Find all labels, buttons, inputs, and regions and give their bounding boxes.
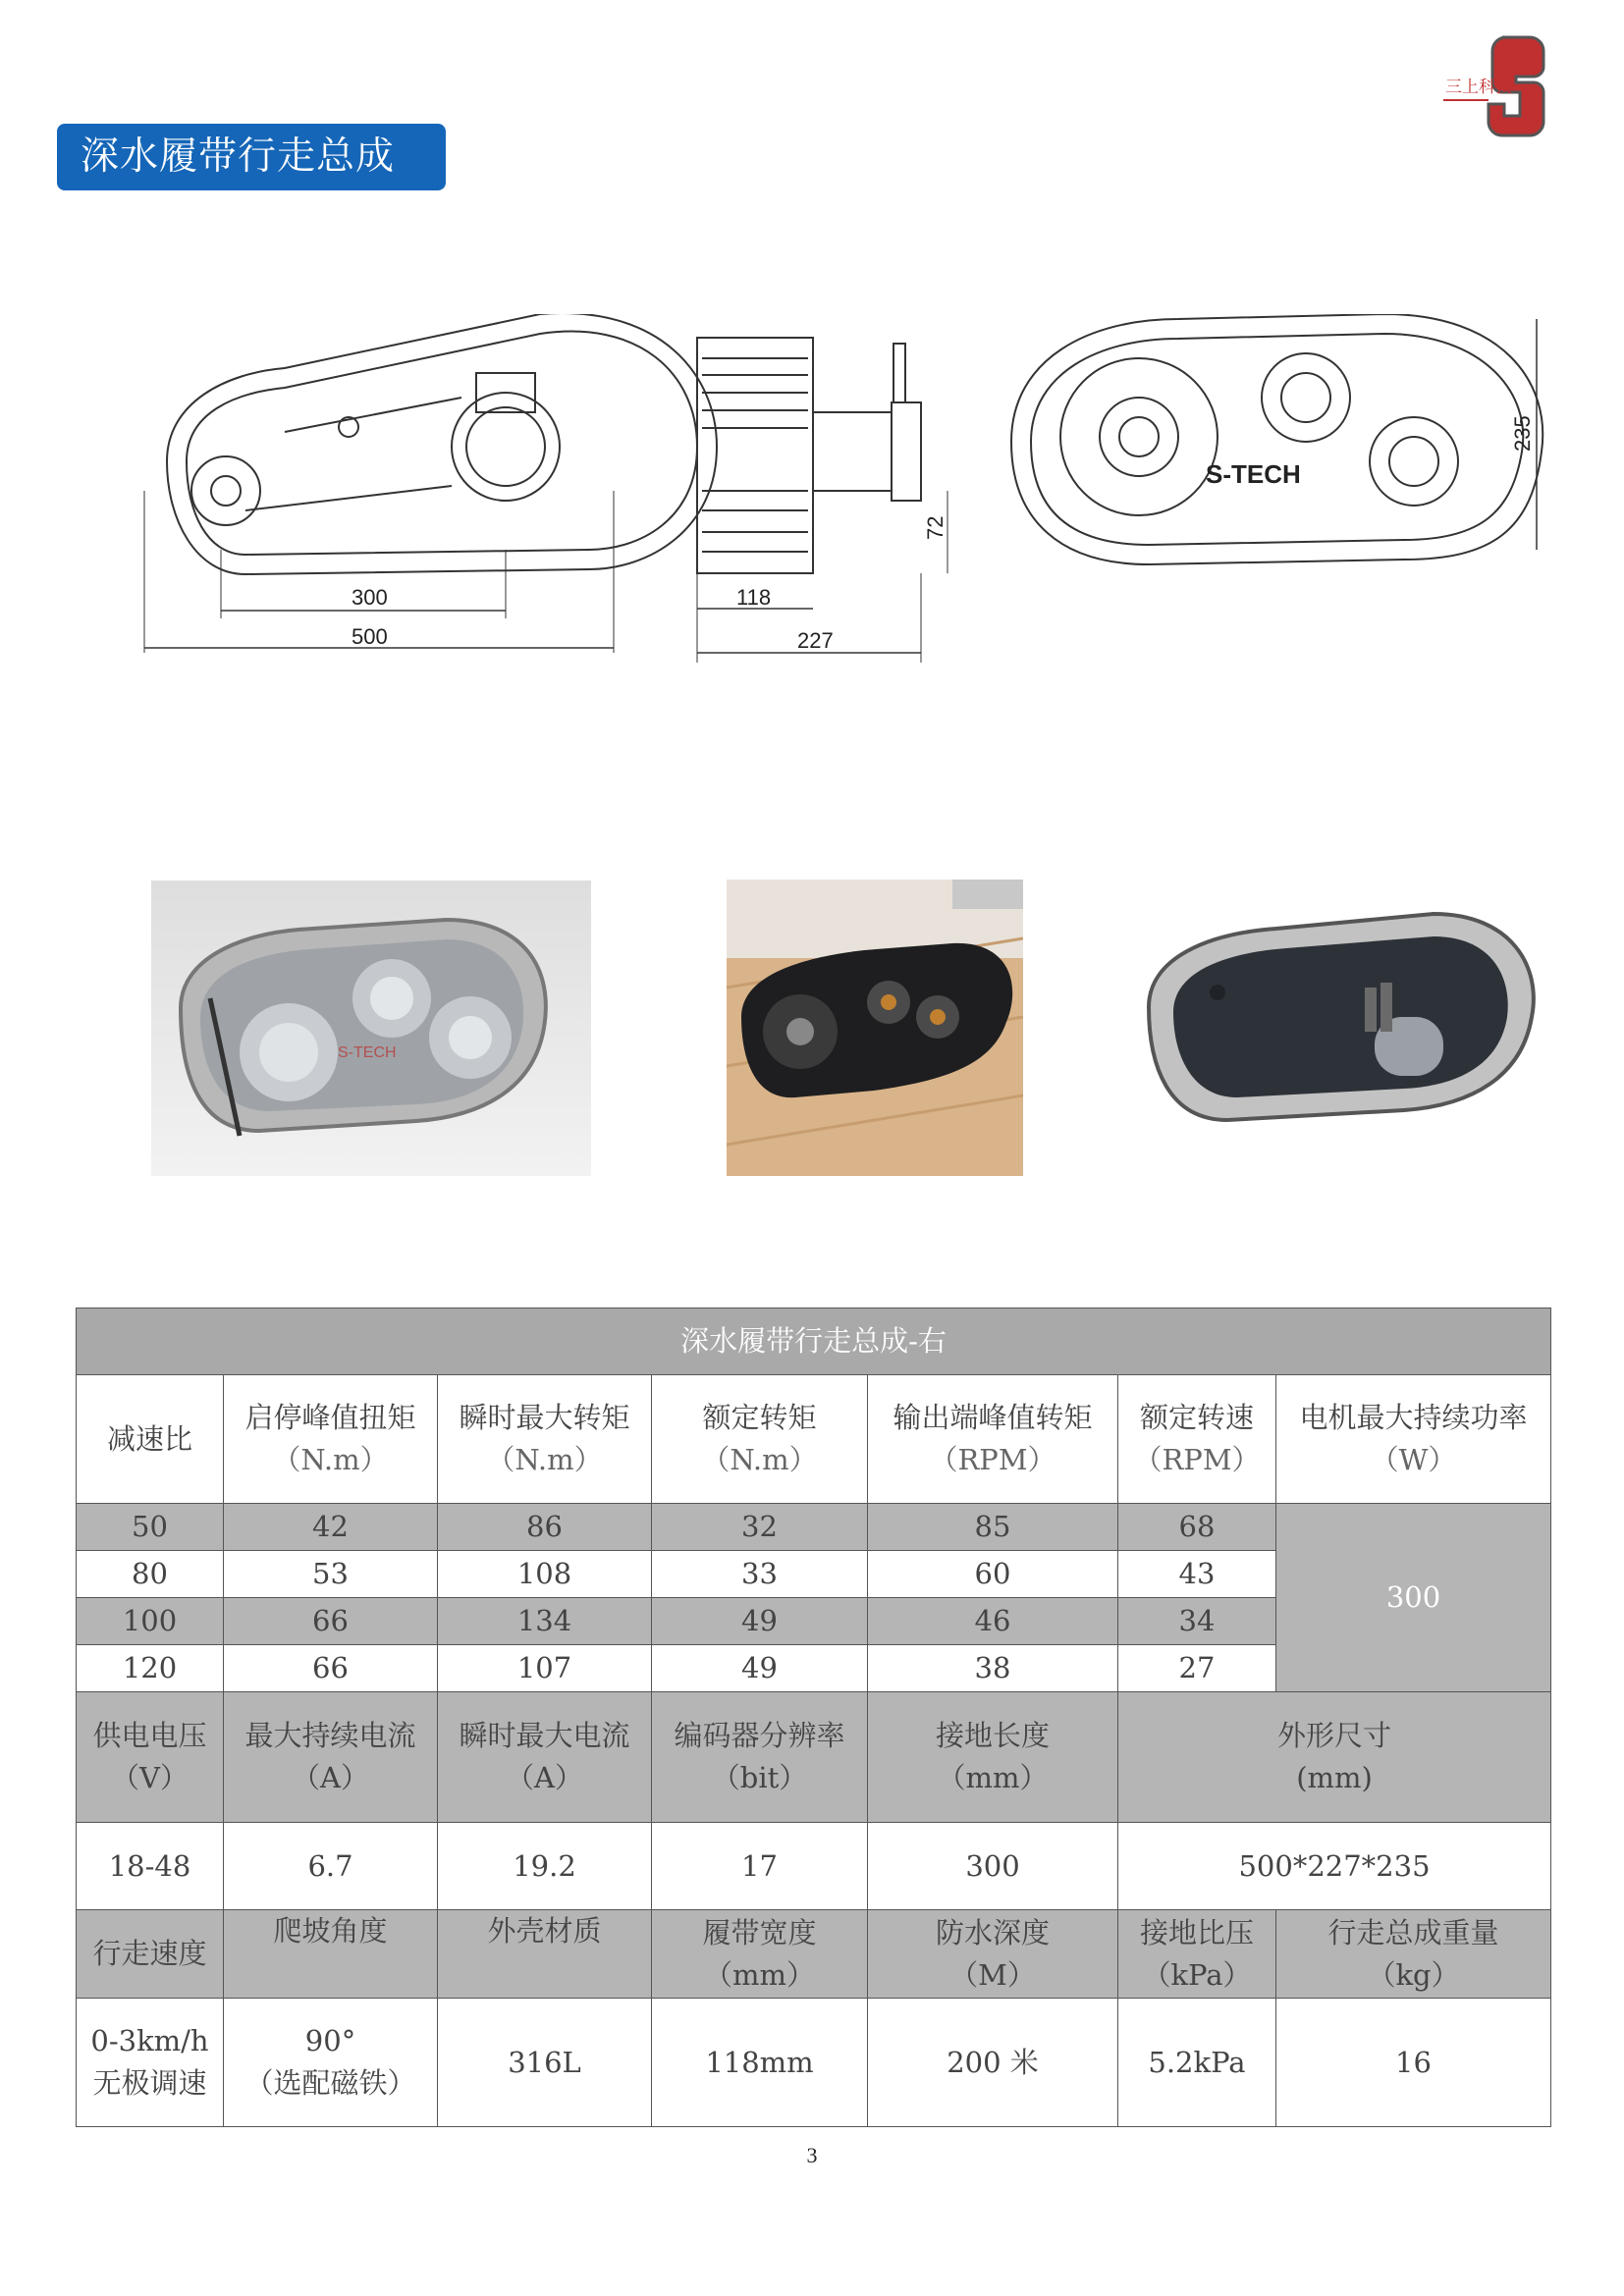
table-caption: 深水履带行走总成-右 xyxy=(77,1308,1551,1375)
table-cell: 85 xyxy=(868,1504,1118,1551)
photo-brand-label: S-TECH xyxy=(338,1044,397,1061)
table-row xyxy=(77,1999,1551,2127)
table-cell: 17 xyxy=(652,1823,868,1910)
real-photo xyxy=(727,880,1023,1176)
header-cell: 供电电压 （V） xyxy=(77,1692,224,1823)
page-number: 3 xyxy=(806,2143,818,2167)
header-cell: 行走总成重量 （kg） xyxy=(1276,1910,1551,1999)
table-cell: 27 xyxy=(1118,1645,1276,1692)
header-cell: 启停峰值扭矩 （N.m） xyxy=(224,1375,438,1504)
dim-500: 500 xyxy=(352,624,388,649)
header-cell: 电机最大持续功率 （W） xyxy=(1276,1375,1551,1504)
front-view-drawing xyxy=(697,338,921,573)
table-cell: 90° （选配磁铁） xyxy=(224,1999,438,2127)
table-cell: 100 xyxy=(77,1598,224,1645)
drawing-brand-label: S-TECH xyxy=(1206,459,1301,489)
table-cell: 200 米 xyxy=(868,1999,1118,2127)
header-cell: 爬坡角度 xyxy=(224,1910,438,1999)
table-cell: 60 xyxy=(868,1551,1118,1598)
header-cell: 编码器分辨率 （bit） xyxy=(652,1692,868,1823)
header-cell: 接地长度 （mm） xyxy=(868,1692,1118,1823)
header-cell: 瞬时最大电流 （A） xyxy=(438,1692,652,1823)
table-cell: 66 xyxy=(224,1645,438,1692)
dim-227: 227 xyxy=(797,628,834,653)
page-title: 深水履带行走总成 xyxy=(57,124,446,190)
table-cell: 120 xyxy=(77,1645,224,1692)
table-cell: 86 xyxy=(438,1504,652,1551)
dim-300: 300 xyxy=(352,585,388,610)
header-cell: 履带宽度 （mm） xyxy=(652,1910,868,1999)
header-cell: 防水深度 （M） xyxy=(868,1910,1118,1999)
table-cell: 5.2kPa xyxy=(1118,1999,1276,2127)
technical-drawings xyxy=(128,314,1561,677)
table-cell: 49 xyxy=(652,1645,868,1692)
table-cell: 108 xyxy=(438,1551,652,1598)
table-cell: 0-3km/h无极调速 xyxy=(77,1999,224,2127)
table-cell: 107 xyxy=(438,1645,652,1692)
table-cell: 16 xyxy=(1276,1999,1551,2127)
header-row-3 xyxy=(77,1910,1551,1999)
logo-text: 三上科技 xyxy=(1445,78,1512,97)
render-motor-side-photo xyxy=(1119,860,1551,1178)
header-cell: 减速比 xyxy=(77,1375,224,1504)
header-cell: 外形尺寸 (mm) xyxy=(1118,1692,1551,1823)
table-cell: 66 xyxy=(224,1598,438,1645)
table-cell: 53 xyxy=(224,1551,438,1598)
dim-72: 72 xyxy=(923,515,947,540)
side-view-drawing xyxy=(167,314,717,574)
other-side-view-drawing xyxy=(1011,314,1543,564)
table-cell: 134 xyxy=(438,1598,652,1645)
table-cell: 49 xyxy=(652,1598,868,1645)
table-cell: 500*227*235 xyxy=(1118,1823,1551,1910)
table-cell: 118mm xyxy=(652,1999,868,2127)
table-row xyxy=(77,1504,1551,1551)
table-row xyxy=(77,1823,1551,1910)
header-cell: 额定转矩 （N.m） xyxy=(652,1375,868,1504)
header-cell: 瞬时最大转矩 （N.m） xyxy=(438,1375,652,1504)
power-cell: 300 xyxy=(1276,1504,1551,1692)
dim-235: 235 xyxy=(1510,415,1535,452)
table-cell: 34 xyxy=(1118,1598,1276,1645)
header-cell: 接地比压 （kPa） xyxy=(1118,1910,1276,1999)
table-cell: 19.2 xyxy=(438,1823,652,1910)
dim-118: 118 xyxy=(736,585,772,610)
header-cell: 输出端峰值转矩 （RPM） xyxy=(868,1375,1118,1504)
table-cell: 33 xyxy=(652,1551,868,1598)
header-cell: 最大持续电流 （A） xyxy=(224,1692,438,1823)
table-cell: 300 xyxy=(868,1823,1118,1910)
header-cell: 额定转速 （RPM） xyxy=(1118,1375,1276,1504)
table-cell: 316L xyxy=(438,1999,652,2127)
table-cell: 50 xyxy=(77,1504,224,1551)
table-cell: 43 xyxy=(1118,1551,1276,1598)
table-cell: 80 xyxy=(77,1551,224,1598)
header-row-1 xyxy=(77,1375,1551,1504)
header-cell: 外壳材质 xyxy=(438,1910,652,1999)
table-cell: 46 xyxy=(868,1598,1118,1645)
company-logo xyxy=(1443,29,1551,137)
header-cell: 行走速度 xyxy=(77,1910,224,1999)
header-row-2 xyxy=(77,1692,1551,1823)
spec-table xyxy=(76,1308,1551,2127)
table-cell: 32 xyxy=(652,1504,868,1551)
table-cell: 38 xyxy=(868,1645,1118,1692)
table-cell: 18-48 xyxy=(77,1823,224,1910)
table-cell: 42 xyxy=(224,1504,438,1551)
table-cell: 68 xyxy=(1118,1504,1276,1551)
table-cell: 6.7 xyxy=(224,1823,438,1910)
render-inner-side-photo xyxy=(151,881,591,1176)
